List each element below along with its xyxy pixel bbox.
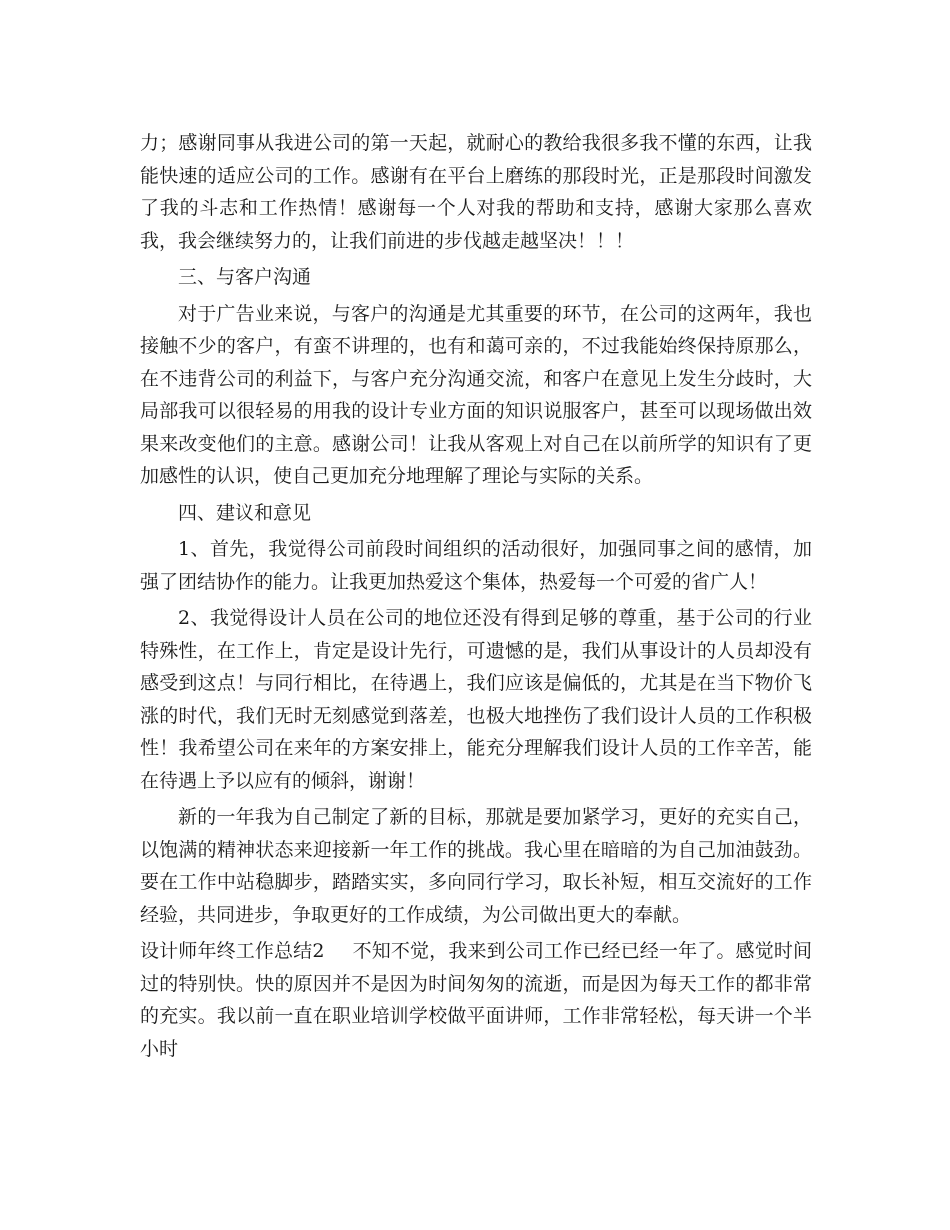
section-text: 不知不觉，我来到公司工作已经已经一年了。感觉时间过的特别快。快的原因并不是因为时间匆匆的流逝，而是因为每天工作的都非常的充实。我以前一直在职业培训学校做平面讲师，工作非常轻松，每天讲一个半小时	[140, 940, 812, 1060]
paragraph-suggestion-2: 2、我觉得设计人员在公司的地位还没有得到足够的尊重，基于公司的行业特殊性，在工作上，肯定是设计先行，可遗憾的是，我们从事设计的人员却没有感受到这点！与同行相比，在待遇上，我们应该是偏低的，尤其是在当下物价飞涨的时代，我们无时无刻感觉到落差，也极大地挫伤了我们设计人员的工作积极性！我希望公司在来年的方案安排上，能充分理解我们设计人员的工作辛苦，能在待遇上予以应有的倾斜，谢谢！	[140, 607, 812, 792]
heading-customer-communication: 三、与客户沟通	[178, 266, 312, 288]
document-body	[140, 127, 812, 1069]
paragraph-suggestion-1: 1、首先，我觉得公司前段时间组织的活动很好，加强同事之间的感情，加强了团结协作的能力。让我更加热爱这个集体，热爱每一个可爱的省广人！	[140, 538, 812, 593]
paragraph-thanks: 力；感谢同事从我进公司的第一天起，就耐心的教给我很多我不懂的东西，让我能快速的适应公司的工作。感谢有在平台上磨练的那段时光，正是那段时间激发了我的斗志和工作热情！感谢每一个人对我的帮助和支持，感谢大家那么喜欢我，我会继续努力的，让我们前进的步伐越走越坚决！！！	[140, 132, 812, 252]
heading-suggestions: 四、建议和意见	[178, 501, 312, 524]
paragraph-new-year-goals: 新的一年我为自己制定了新的目标，那就是要加紧学习，更好的充实自己，以饱满的精神状态来迎接新一年工作的挑战。我心里在暗暗的为自己加油鼓劲。要在工作中站稳脚步，踏踏实实，多向同行学习，取长补短，相互交流好的工作经验，共同进步，争取更好的工作成绩，为公司做出更大的奉献。	[140, 806, 812, 926]
section-title: 设计师年终工作总结2	[140, 940, 325, 962]
paragraph-summary-2	[140, 935, 812, 1065]
paragraph-customer-communication: 对于广告业来说，与客户的沟通是尤其重要的环节，在公司的这两年，我也接触不少的客户，有蛮不讲理的，也有和蔼可亲的，不过我能始终保持原那么，在不违背公司的利益下，与客户充分沟通交流，和客户在意见上发生分歧时，大局部我可以很轻易的用我的设计专业方面的知识说服客户，甚至可以现场做出效果来改变他们的主意。感谢公司！让我从客观上对自己在以前所学的知识有了更加感性的认识，使自己更加充分地理解了理论与实际的关系。	[140, 302, 812, 487]
